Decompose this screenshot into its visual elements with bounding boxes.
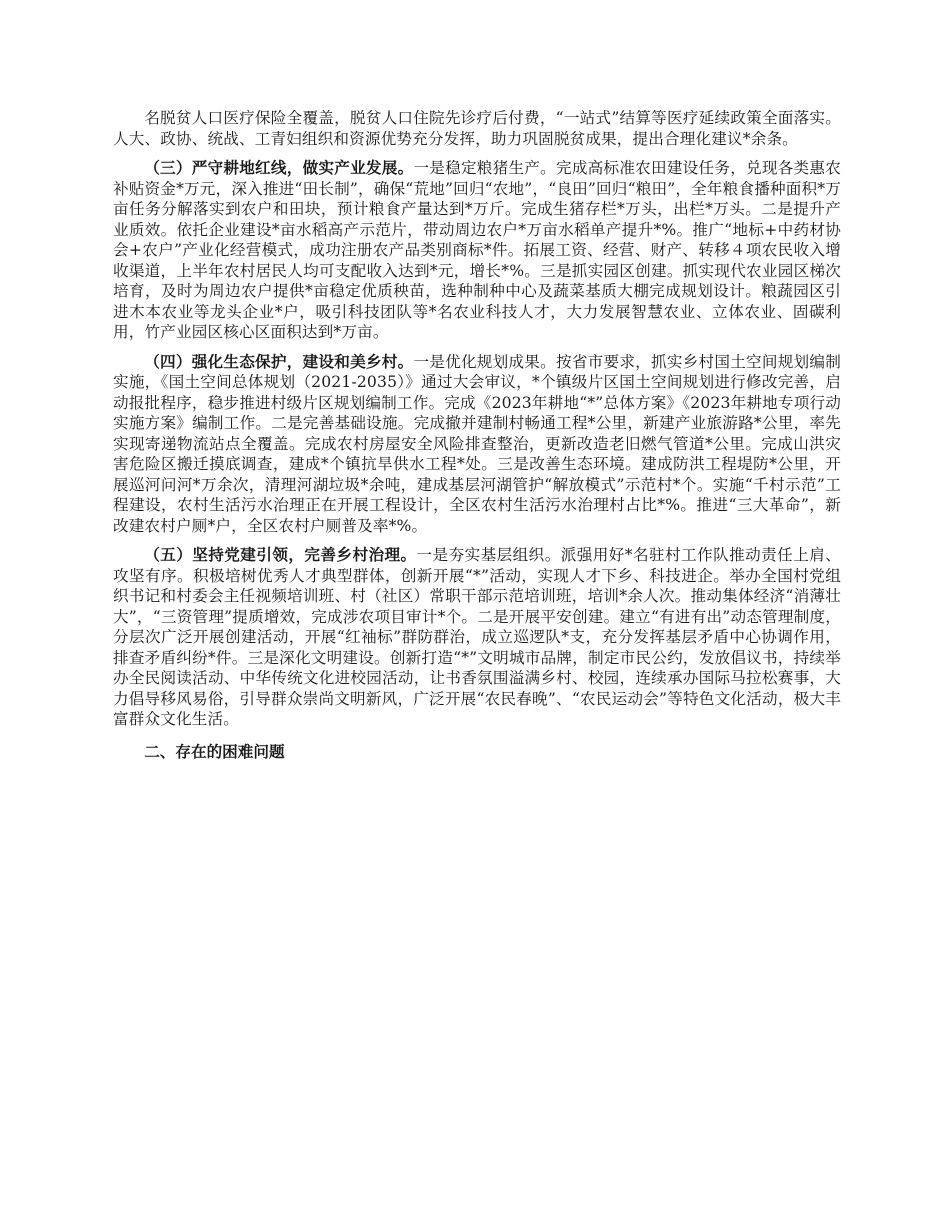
paragraph-party-governance bbox=[113, 545, 841, 730]
paragraph-body: 名脱贫人口医疗保险全覆盖，脱贫人口住院先诊疗后付费，“一站式”结算等医疗延续政策全面落实。人大、政协、统战、工青妇组织和资源优势充分发挥，助力巩固脱贫成果，提出合理化建议*余条。 bbox=[113, 109, 841, 148]
paragraph-ecology-village bbox=[113, 352, 841, 537]
paragraph-farmland-industry bbox=[113, 158, 841, 343]
paragraph-lead: （五）坚持党建引领，完善乡村治理。 bbox=[144, 545, 417, 564]
paragraph-poverty-medical bbox=[113, 108, 841, 149]
paragraph-body: 一是优化规划成果。按省市要求，抓实乡村国土空间规划编制实施，《国土空间总体规划（2021-2035）》通过大会审议，*个镇级片区国土空间规划进行修改完善，启动报批程序，稳步推进村级片区规划编制工作。完成《2023年耕地“*”总体方案》《2023年耕地专项行动实施方案》编制工作。二是完善基础设施。完成撤并建制村畅通工程*公里，新建产业旅游路*公里，率先实现寄递物流站点全覆盖。完成农村房屋安全风险排查整治，更新改造老旧燃气管道*公里。完成山洪灾害危险区搬迁摸底调查，建成*个镇抗旱供水工程*处。三是改善生态环境。建成防洪工程堤防*公里，开展巡河问河*万余次，清理河湖垃圾*余吨，建成基层河湖管护“解放模式”示范村*个。实施“千村示范”工程建设，农村生活污水治理正在开展工程设计，全区农村生活污水治理村占比*%。推进“三大革命”，新改建农村户厕*户，全区农村户厕普及率*%。 bbox=[113, 352, 841, 535]
paragraph-lead: （三）严守耕地红线，做实产业发展。 bbox=[144, 158, 414, 177]
section-heading: 二、存在的困难问题 bbox=[144, 741, 285, 761]
paragraph-body: 一是稳定粮猪生产。完成高标准农田建设任务，兑现各类惠农补贴资金*万元，深入推进“田长制”，确保“荒地”回归“农地”，“良田”回归“粮田”，全年粮食播种面积*万亩任务分解落实到农户和田块，预计粮食产量达到*万斤。完成生猪存栏*万头，出栏*万头。二是提升产业质效。依托企业建设*亩水稻高产示范片，带动周边农户*万亩水稻单产提升*%。推广“地标+中药材协会+农户”产业化经营模式，成功注册农产品类别商标*件。拓展工资、经营、财产、转移４项农民收入增收渠道，上半年农村居民人均可支配收入达到*元，增长*%。三是抓实园区创建。抓实现代农业园区梯次培育，及时为周边农户提供*亩稳定优质秧苗，选种制种中心及蔬菜基质大棚完成规划设计。粮蔬园区引进木本农业等龙头企业*户，吸引科技团队等*名农业科技人才，大力发展智慧农业、立体农业、固碳利用，竹产业园区核心区面积达到*万亩。 bbox=[113, 159, 841, 341]
document-page bbox=[113, 108, 841, 762]
paragraph-lead: （四）强化生态保护，建设和美乡村。 bbox=[144, 351, 414, 371]
paragraph-body: 一是夯实基层组织。派强用好*名驻村工作队推动责任上肩、攻坚有序。积极培树优秀人才典型群体，创新开展“*”活动，实现人才下乡、科技进企。举办全国村党组织书记和村委会主任视频培训班、村（社区）常职干部示范培训班，培训*余人次。推动集体经济“消薄壮大”，“三资管理”提质增效，完成涉农项目审计*个。二是开展平安创建。建立“有进有出”动态管理制度，分层次广泛开展创建活动，开展“红袖标”群防群治，成立巡逻队*支，充分发挥基层矛盾中心协调作用，排查矛盾纠纷*件。三是深化文明建设。创新打造“*”文明城市品牌，制定市民公约，发放倡议书，持续举办全民阅读活动、中华传统文化进校园活动，让书香氛围溢满乡村、校园，连续承办国际马拉松赛事，大力倡导移风易俗，引导群众崇尚文明新风，广泛开展“农民春晚”、“农民运动会”等特色文化活动，极大丰富群众文化生活。 bbox=[113, 546, 841, 728]
